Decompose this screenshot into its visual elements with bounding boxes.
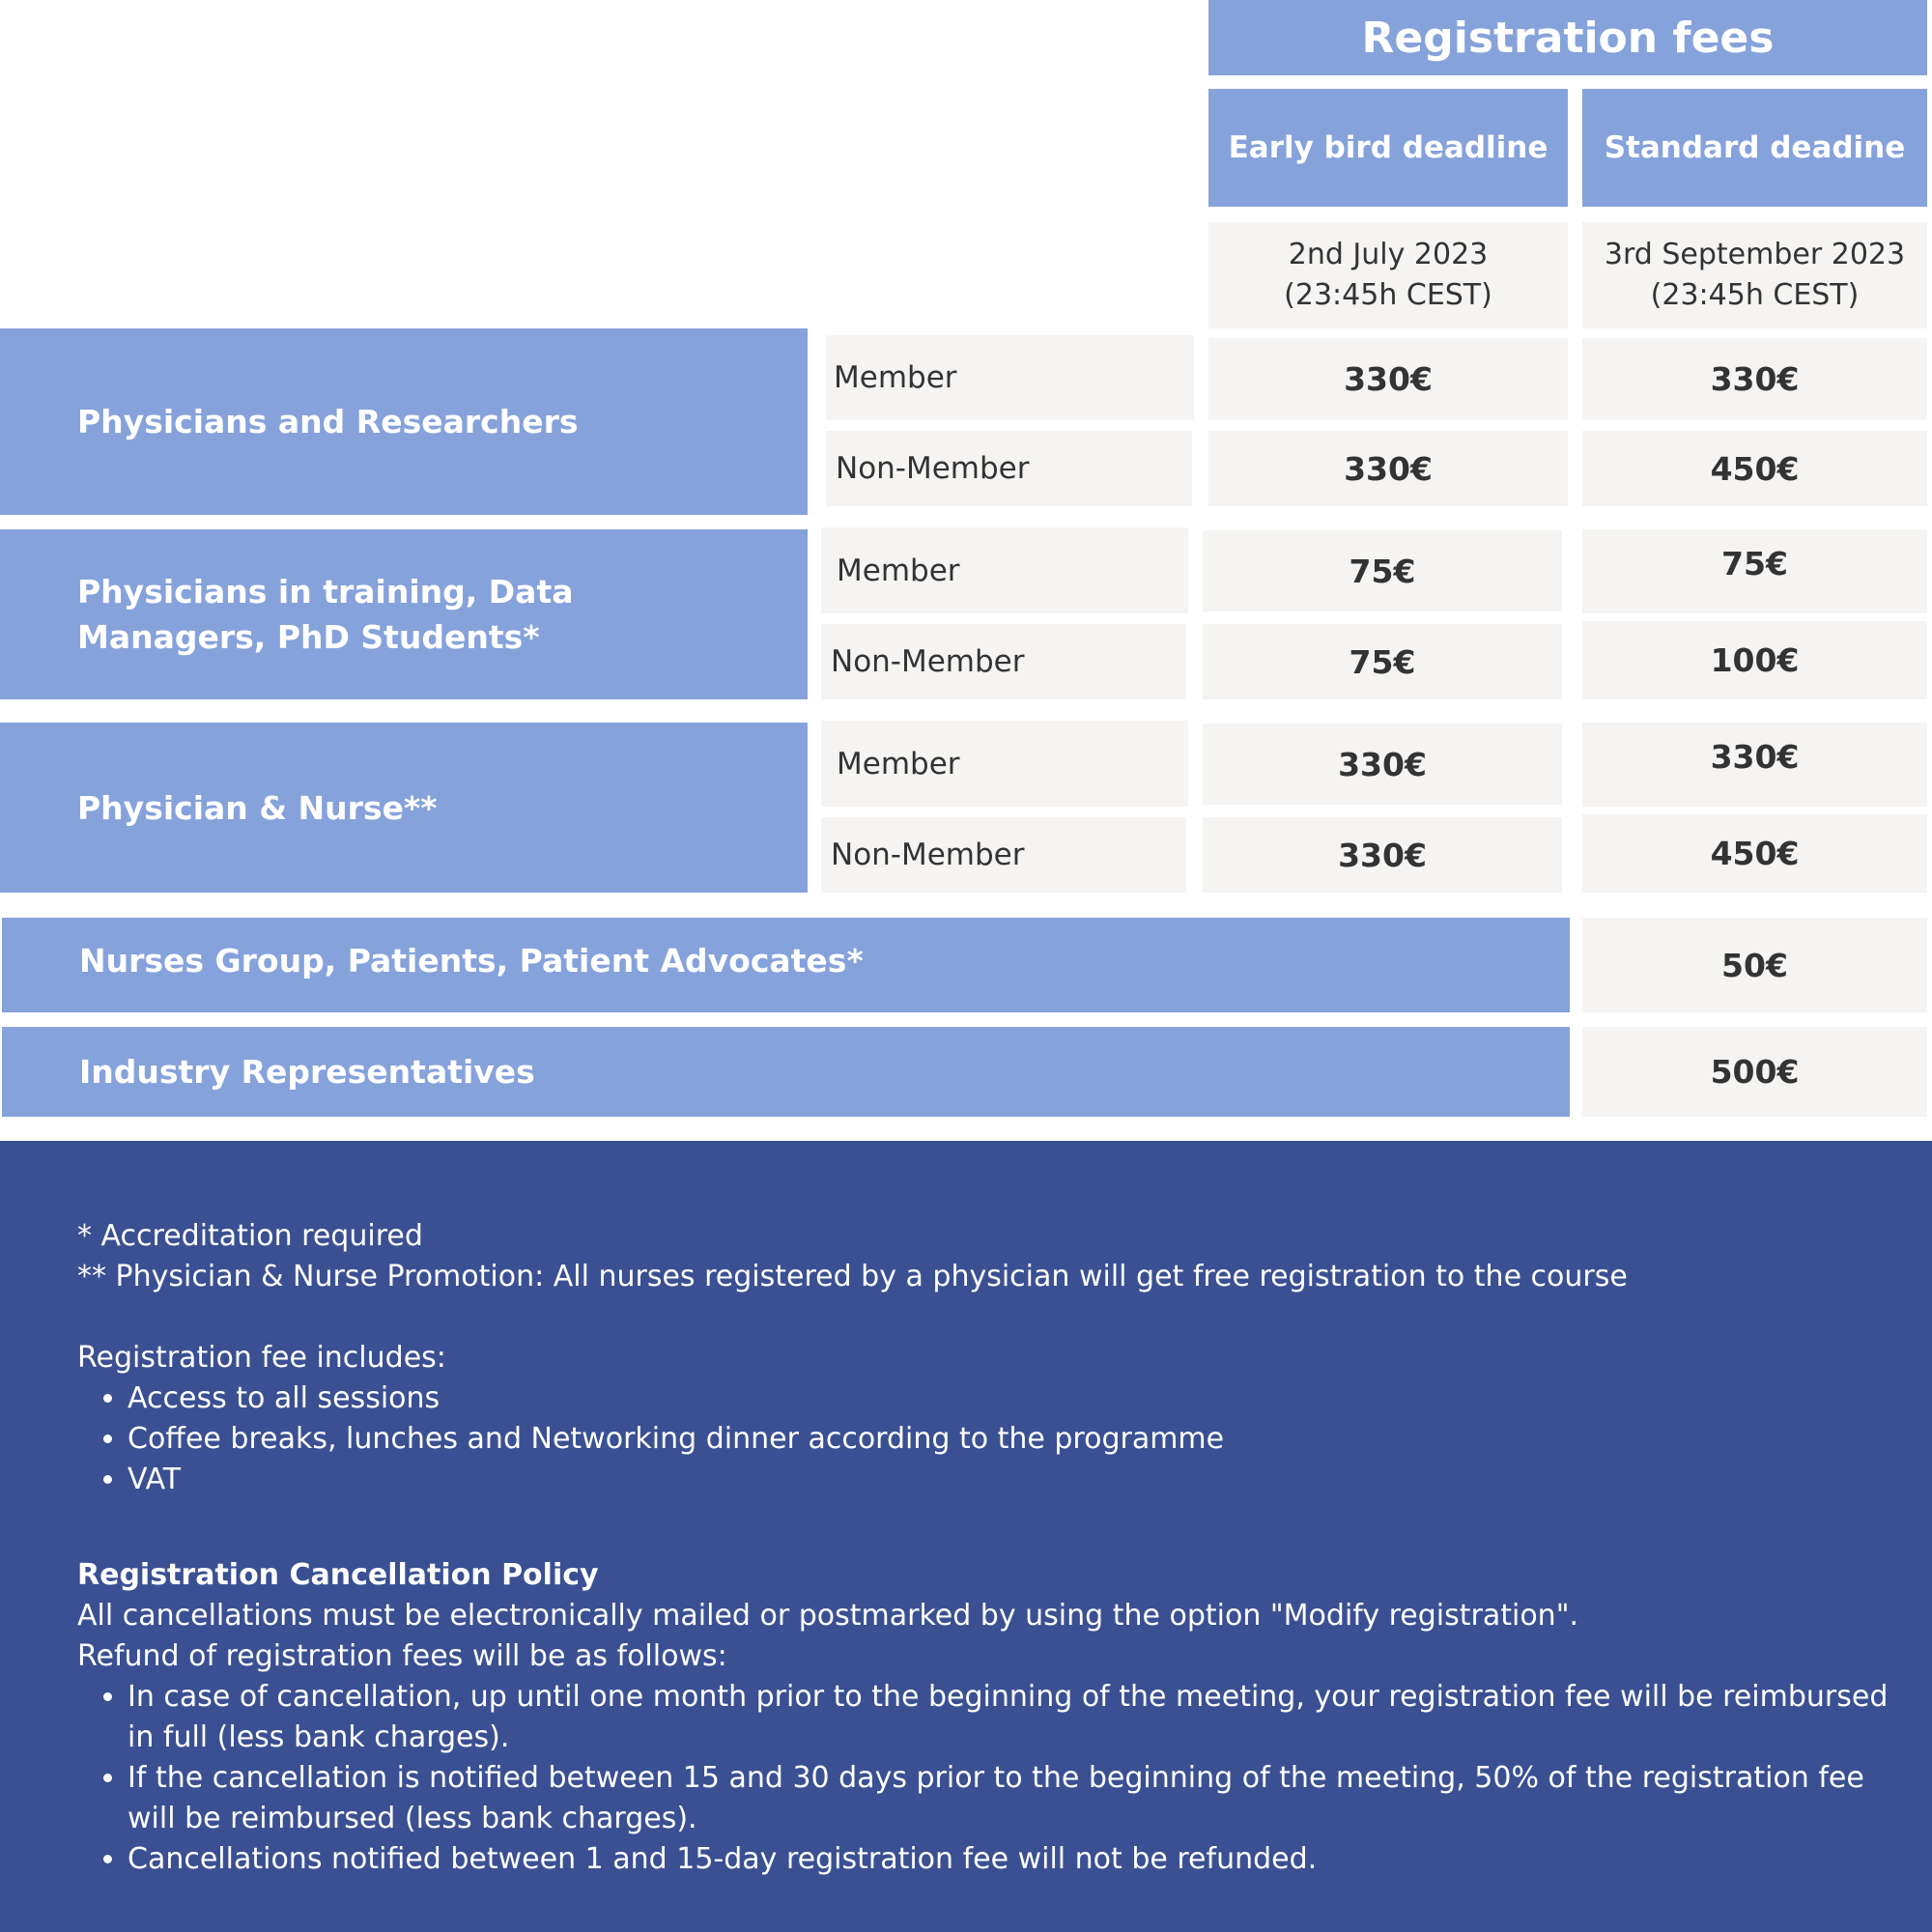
early-bird-time-text: (23:45h CEST) xyxy=(1284,278,1492,312)
includes-title: Registration fee includes: xyxy=(77,1341,446,1375)
price-cell: 75€ xyxy=(1203,530,1562,611)
registration-fees-title: Registration fees xyxy=(1208,0,1927,75)
standard-time-text: (23:45h CEST) xyxy=(1650,278,1860,312)
accreditation-note: * Accreditation required xyxy=(77,1219,423,1253)
standard-deadline-date xyxy=(1582,222,1927,328)
member-label: Member xyxy=(826,335,1194,420)
policy-text: All cancellations must be electronically mailed or postmarked by using the option "Modify registration". xyxy=(77,1599,1579,1633)
standard-date-text: 3rd September 2023 xyxy=(1604,238,1906,271)
footer-notes xyxy=(0,1141,1932,1932)
price-cell: 450€ xyxy=(1582,431,1927,506)
policy-list xyxy=(77,1677,1893,1880)
policy-text: Refund of registration fees will be as follows: xyxy=(77,1639,727,1673)
member-label: Member xyxy=(821,721,1188,807)
standard-deadline-header: Standard deadine xyxy=(1582,89,1927,207)
promotion-note: ** Physician & Nurse Promotion: All nurses registered by a physician will get free registration to the course xyxy=(77,1260,1628,1293)
cancellation-policy-title: Registration Cancellation Policy xyxy=(77,1558,599,1592)
list-item: • Coffee breaks, lunches and Networking dinner according to the programme xyxy=(128,1419,1893,1460)
list-item: • In case of cancellation, up until one month prior to the beginning of the meeting, your registration fee will be reimbursed in full (less bank charges). xyxy=(128,1677,1893,1758)
price-cell: 500€ xyxy=(1582,1027,1927,1117)
price-cell: 330€ xyxy=(1208,431,1568,506)
list-item: • VAT xyxy=(128,1460,1893,1500)
price-cell: 330€ xyxy=(1582,338,1927,420)
member-label: Member xyxy=(821,527,1188,613)
price-cell: 75€ xyxy=(1582,529,1927,613)
early-bird-date-text: 2nd July 2023 xyxy=(1288,238,1489,271)
non-member-label: Non-Member xyxy=(821,817,1186,893)
price-cell: 330€ xyxy=(1208,338,1568,420)
category-nurses-patients: Nurses Group, Patients, Patient Advocates* xyxy=(2,918,1570,1012)
category-physicians-researchers: Physicians and Researchers xyxy=(0,328,808,515)
price-cell: 330€ xyxy=(1203,724,1562,805)
price-cell: 330€ xyxy=(1582,723,1927,807)
early-bird-header: Early bird deadline xyxy=(1208,89,1568,207)
includes-list xyxy=(77,1378,1893,1500)
price-cell: 75€ xyxy=(1203,624,1562,699)
non-member-label: Non-Member xyxy=(821,624,1186,699)
price-cell: 330€ xyxy=(1203,817,1562,893)
price-cell: 450€ xyxy=(1582,814,1927,893)
category-physicians-in-training xyxy=(0,529,808,699)
list-item: • Access to all sessions xyxy=(128,1378,1893,1419)
category-physician-nurse: Physician & Nurse** xyxy=(0,723,808,893)
non-member-label: Non-Member xyxy=(826,431,1192,506)
list-item: • Cancellations notified between 1 and 15-day registration fee will not be refunded. xyxy=(128,1839,1893,1880)
category-industry: Industry Representatives xyxy=(2,1027,1570,1117)
price-cell: 50€ xyxy=(1582,918,1927,1012)
category-line: Physicians in training, Data xyxy=(77,573,574,611)
list-item: • If the cancellation is notified between 15 and 30 days prior to the beginning of the meeting, 50% of the registration fee will be reimbursed (less bank charges). xyxy=(128,1758,1893,1839)
price-cell: 100€ xyxy=(1582,621,1927,699)
category-line: Managers, PhD Students* xyxy=(77,618,540,656)
early-bird-date xyxy=(1208,222,1568,328)
